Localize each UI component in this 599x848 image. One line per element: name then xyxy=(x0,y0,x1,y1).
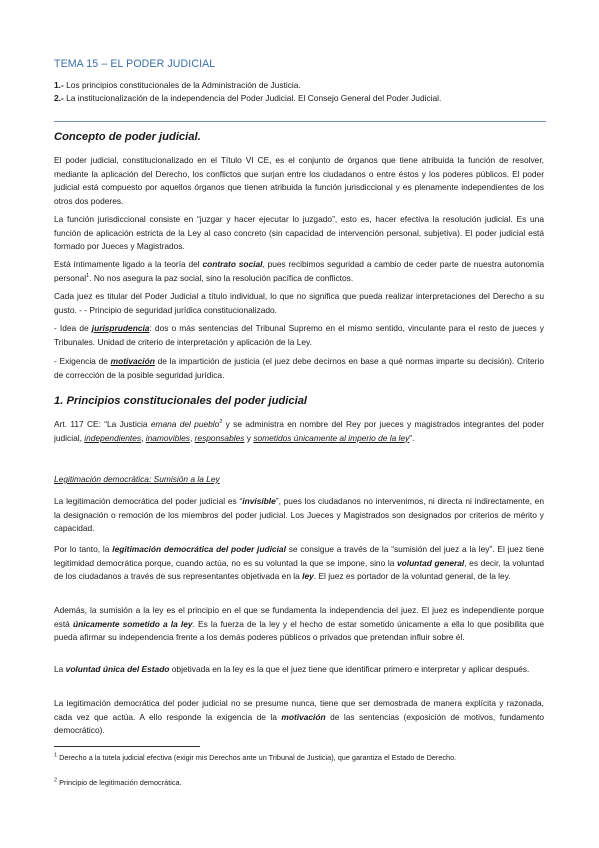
text-run: de las sentencias (exposición de motivos, fundamento democrático). xyxy=(54,711,544,736)
footnote-text: Principio de legitimación democrática. xyxy=(57,778,182,787)
paragraph-6 xyxy=(54,355,544,382)
emphasis-term: inamovibles xyxy=(145,432,190,443)
text-run: objetivada en la ley es la que el juez tiene que identificar primero e interpretar y aplicar después. xyxy=(169,664,530,674)
text-run: Por lo tanto, la xyxy=(54,544,113,554)
emphasis-term: únicamente sometido a la ley xyxy=(72,618,193,629)
paragraph-9 xyxy=(54,543,544,584)
emphasis-term: ley xyxy=(302,571,314,582)
paragraph-5 xyxy=(54,322,544,349)
subsection-heading-legitimacion: Legitimación democrática: Sumisión a la Ley xyxy=(54,474,220,484)
text-run: Además, la sumisión a la ley es el principio en el que se fundamenta la independencia del juez. El juez es independiente porque está xyxy=(54,605,544,629)
text-run: y xyxy=(244,432,254,443)
text-run: , es decir, la voluntad de los ciudadanos a través de sus representantes objetivada en la xyxy=(54,557,545,582)
emphasis-term: legitimación democrática del poder judicial xyxy=(112,544,286,554)
footnote-2 xyxy=(54,777,544,789)
topic-number: 1.- xyxy=(54,80,64,90)
text-run: ”, pues los ciudadanos no intervenimos, ni directa ni indirectamente, en la designación o remoción de los miembros del poder judicial. Los Jueces y Magistrados son designados por criterios de mérito y capacidad. xyxy=(54,496,544,534)
emphasis-term: sometidos únicamente al imperio de la ley xyxy=(253,432,410,443)
paragraph-10 xyxy=(54,604,544,645)
footnote-ref: 1 xyxy=(86,272,90,279)
emphasis-term: independientes xyxy=(84,432,142,443)
paragraph-12 xyxy=(54,697,544,738)
footnote-1 xyxy=(54,752,544,764)
paragraph-1: El poder judicial, constitucionalizado en el Título VI CE, es el conjunto de órganos que tiene atribuida la función de resolver, mediante la aplicación del Derecho, los conflictos que surjan entre los ciudadanos o entre éstos y los poderes públicos. El poder judicial está compuesto por aquellos órganos que tienen atribuida la función jurisdiccional y es plenamente independientes de los otros dos poderes. xyxy=(54,155,544,206)
text-run: de la impartición de justicia (el juez debe decirnos en base a qué normas imparte su decisión). Criterio de corrección de la posible seguridad jurídica. xyxy=(54,356,544,380)
text-run: La legitimación democrática del poder judicial no se presume nunca, tiene que ser demostrada de manera explícita y razonada, cada vez que actúa. A ello responde la exigencia de la xyxy=(54,698,544,722)
text-run: Está íntimamente ligado a la teoría del xyxy=(54,259,203,269)
text-run: se consigue a través de la “sumisión del juez a la ley”. El juez tiene legitimidad democrática porque, cuando actúa, no es su voluntad la que se impone, sino la xyxy=(54,544,544,568)
text-run: . El juez es portador de la voluntad general, de la ley. xyxy=(313,571,511,582)
paragraph-2: La función jurisdiccional consiste en “juzgar y hacer ejecutar lo juzgado”, esto es, hacer efectiva la resolución judicial. Es una función de aplicación estricta de la Ley al caso concreto (sin capacidad de intervención personal, subjetiva). El poder judicial está formado por Jueces y Magistrados. xyxy=(54,214,544,252)
text-run: - Exigencia de xyxy=(54,356,111,366)
emphasis-term: motivación xyxy=(281,711,326,722)
text-run: y se administra en nombre del Rey por jueces y magistrados integrantes del poder judicial, xyxy=(54,419,544,443)
text-run: . No nos asegura la paz social, sino la resolución pacífica de conflictos. xyxy=(89,272,354,283)
emphasis-term: invisible xyxy=(242,496,276,506)
text-run: Art. 117 CE: “La Justicia xyxy=(54,419,151,429)
emphasis-term: voluntad única del Estado xyxy=(65,664,170,674)
text-run: : dos o más sentencias del Tribunal Supremo en el mismo sentido, vinculante para el resto de jueces y Tribunales. Unidad de criterio de interpretación y aplicación de la Ley. xyxy=(54,323,544,347)
emphasis-term: voluntad general xyxy=(396,557,465,568)
topic-item xyxy=(54,79,544,92)
footnote-number: 2 xyxy=(54,777,58,784)
emphasis-term: emana del pueblo xyxy=(150,419,220,429)
paragraph-4: Cada juez es titular del Poder Judicial a título individual, lo que no significa que pueda realizar interpretaciones del Derecho a su gusto. - - Principio de seguridad jurídica constitucionalizado. xyxy=(54,291,544,315)
emphasis-term: responsables xyxy=(194,432,245,443)
paragraph-7 xyxy=(54,418,544,445)
footnote-divider xyxy=(54,746,200,747)
emphasis-term: contrato social xyxy=(202,259,263,269)
header-divider xyxy=(54,121,546,122)
text-run: , pues recibimos seguridad a cambio de ceder parte de nuestra autonomía personal xyxy=(54,259,545,283)
text-run: ”. xyxy=(409,432,415,443)
paragraph-8 xyxy=(54,495,544,536)
footnote-number: 1 xyxy=(54,752,58,759)
topic-number: 2.- xyxy=(54,93,64,103)
text-run: - Idea de xyxy=(54,323,92,333)
topic-item xyxy=(54,92,544,105)
paragraph-3 xyxy=(54,258,544,285)
section-heading-principios: 1. Principios constitucionales del poder judicial xyxy=(54,395,308,407)
paragraph-11 xyxy=(54,663,544,677)
page-title: TEMA 15 – EL PODER JUDICIAL xyxy=(54,58,216,70)
header-block xyxy=(54,58,544,105)
footnote-ref: 2 xyxy=(219,419,223,426)
footnote-text: Derecho a la tutela judicial efectiva (exigir mis Derechos ante un Tribunal de Justicia), que garantiza el Estado de Derecho. xyxy=(57,753,457,762)
section-heading-concepto: Concepto de poder judicial. xyxy=(54,131,201,143)
text-run: , xyxy=(189,432,195,443)
text-run: La xyxy=(54,664,66,674)
text-run: . Es la fuerza de la ley y el hecho de estar sometido únicamente a ella lo que posibilita que pueda afirmar su independencia frente a los demás poderes públicos o privados que pretendan influir sobre él. xyxy=(54,618,544,643)
emphasis-term: jurisprudencia xyxy=(91,323,150,333)
text-run: , xyxy=(141,432,146,443)
emphasis-term: motivación xyxy=(110,356,155,366)
topic-text: La institucionalización de la independencia del Poder Judicial. El Consejo General del Poder Judicial. xyxy=(63,93,442,103)
topic-text: Los principios constitucionales de la Administración de Justicia. xyxy=(63,80,301,90)
text-run: La legitimación democrática del poder judicial es “ xyxy=(54,496,243,506)
